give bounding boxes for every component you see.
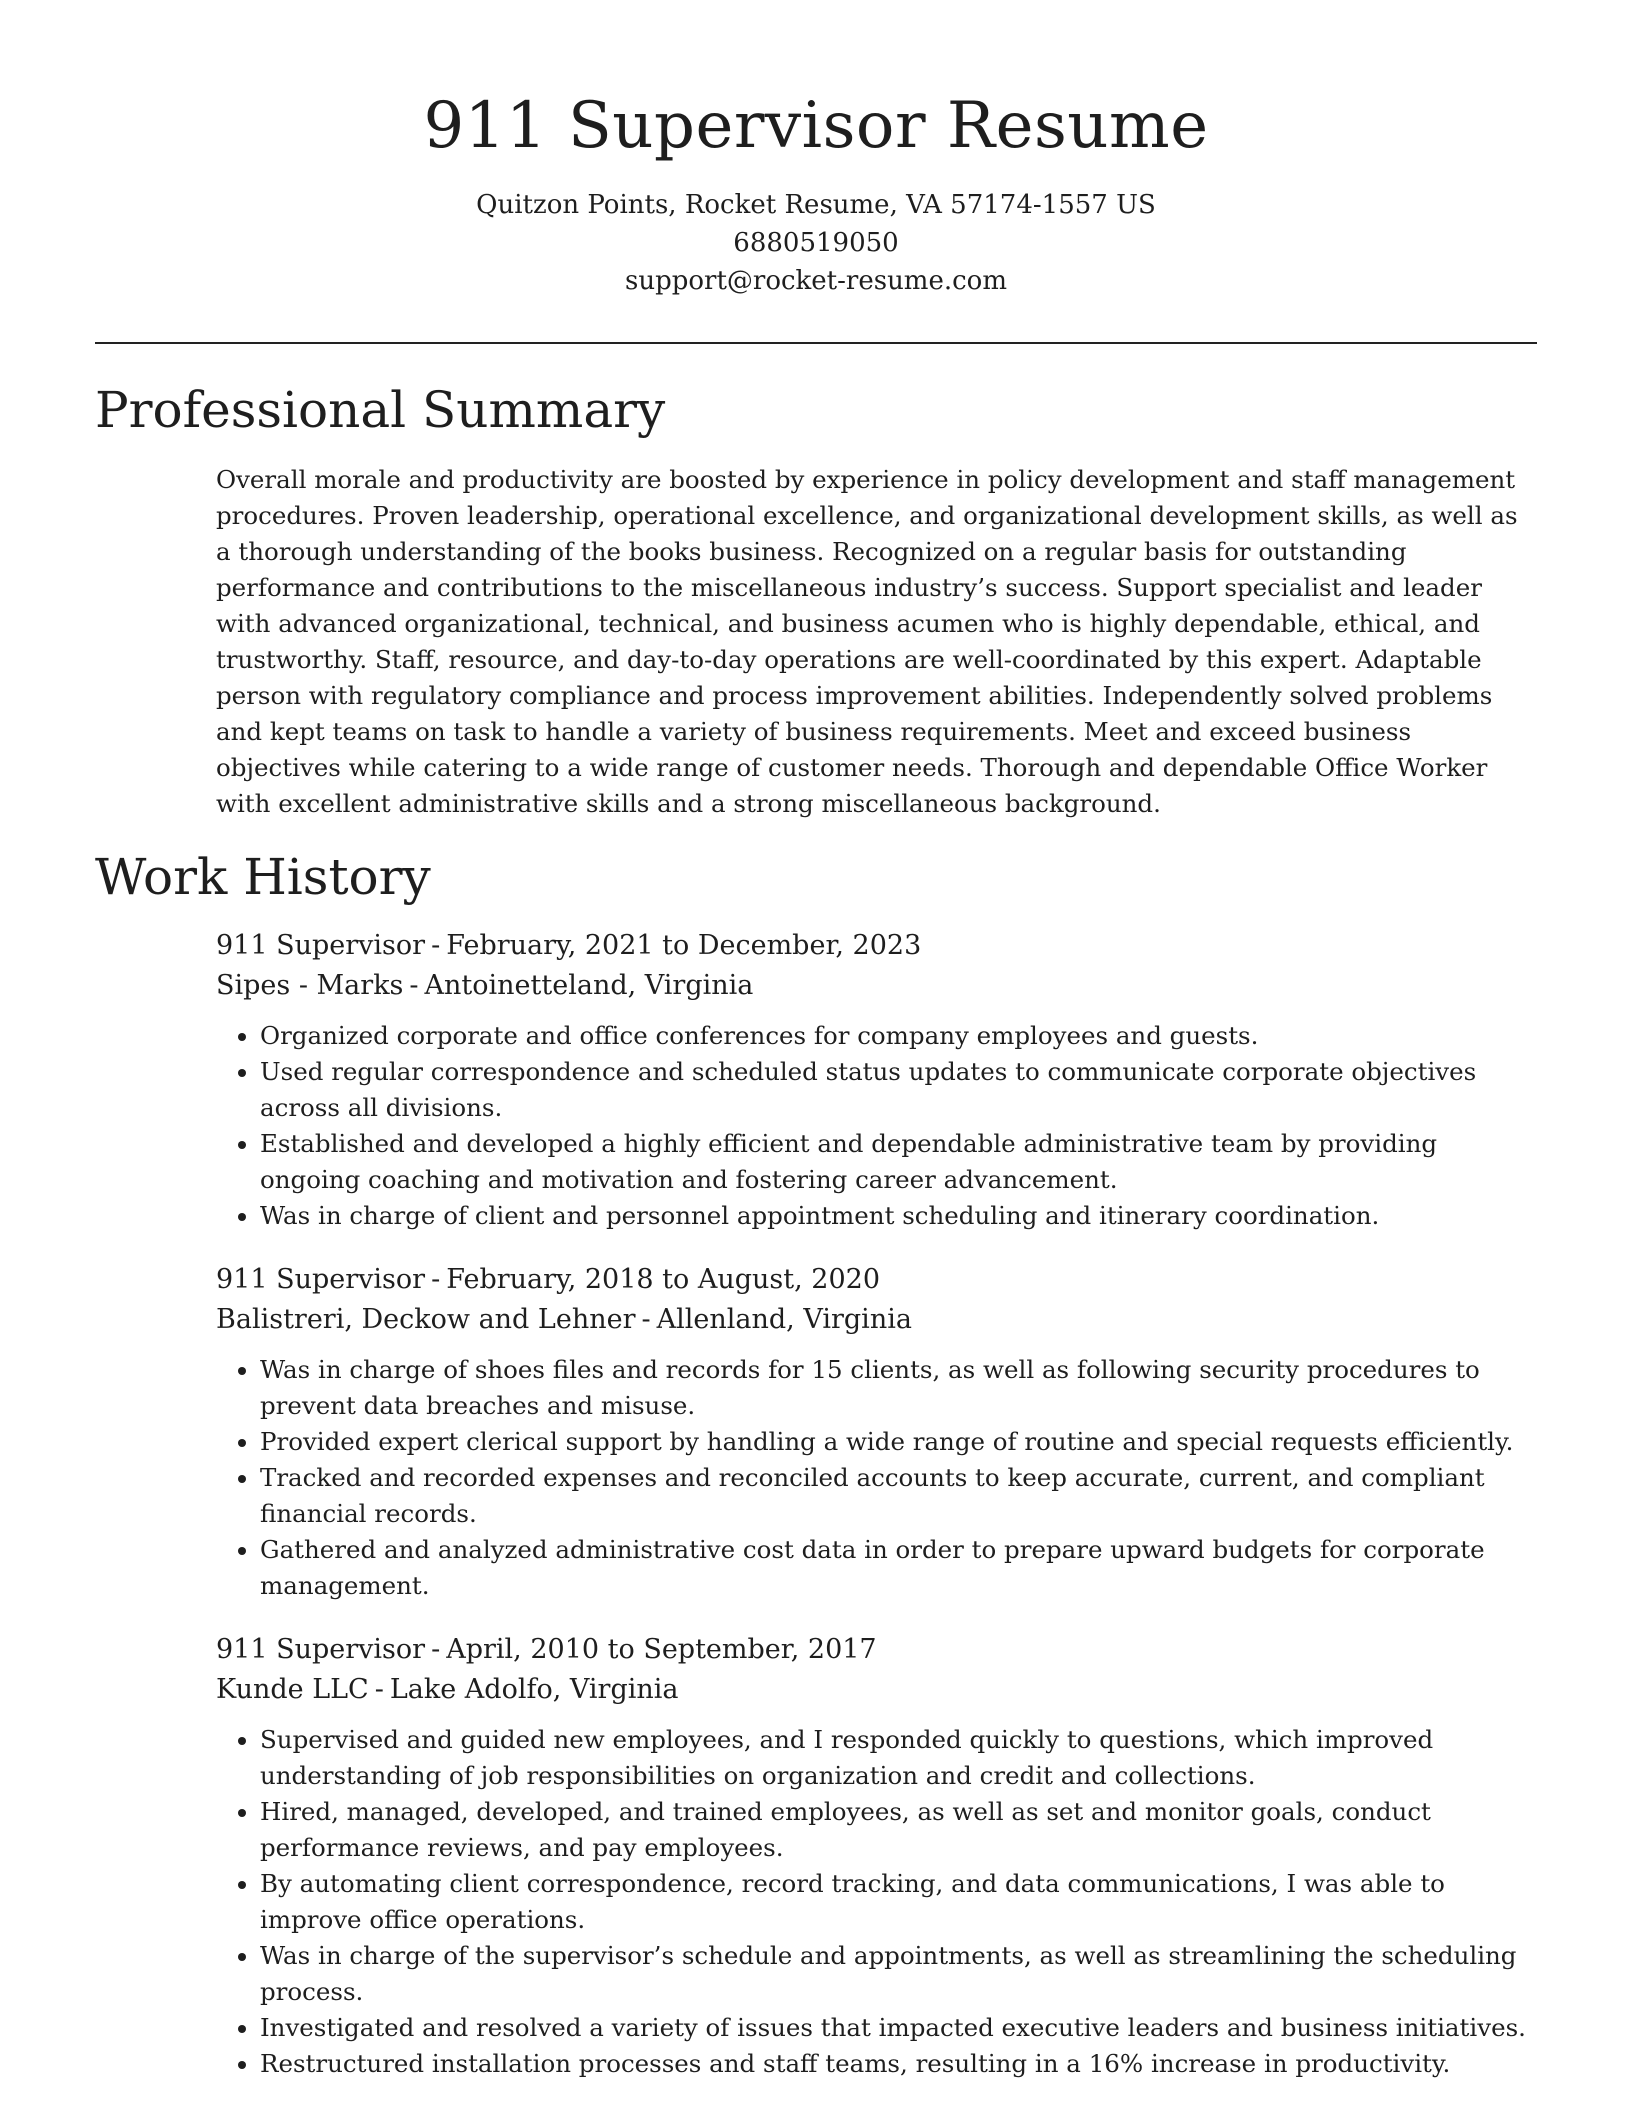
job-bullet: • Was in charge of shoes files and records for 15 clients, as well as following security procedures to prevent data breaches and misuse.: [260, 1352, 1534, 1424]
job-bullets: [216, 1722, 1534, 2082]
job-role: 911 Supervisor: [216, 1264, 426, 1295]
job-entry: [216, 926, 1534, 1234]
job-dates: April, 2010 to September, 2017: [446, 1634, 877, 1665]
job-role: 911 Supervisor: [216, 1634, 426, 1665]
job-title-line: 911 Supervisor - February, 2018 to August, 2020: [216, 1264, 880, 1295]
job-dates: February, 2021 to December, 2023: [446, 930, 922, 961]
work-history-section: [216, 926, 1534, 2108]
job-company: Balistreri, Deckow and Lehner: [216, 1304, 636, 1335]
work-history-heading: Work History: [95, 848, 431, 906]
job-bullet: • Supervised and guided new employees, and I responded quickly to questions, which improved understanding of job responsibilities on organization and credit and collections.: [260, 1722, 1534, 1794]
job-bullet: • Was in charge of the supervisor’s schedule and appointments, as well as streamlining the scheduling process.: [260, 1938, 1534, 2010]
contact-email: support@rocket-resume.com: [624, 266, 1007, 296]
job-title-line: 911 Supervisor - April, 2010 to September, 2017: [216, 1634, 877, 1665]
job-bullet: • Was in charge of client and personnel appointment scheduling and itinerary coordination.: [260, 1198, 1534, 1234]
job-location: Antoinetteland, Virginia: [424, 970, 754, 1001]
summary-text: Overall morale and productivity are boosted by experience in policy development and staff management procedures. Proven leadership, operational excellence, and organizational development skills, as well as a thorough understanding of the books business. Recognized on a regular basis for outstanding performance and contributions to the miscellaneous industry’s success. Support specialist and leader with advanced organizational, technical, and business acumen who is highly dependable, ethical, and trustworthy. Staff, resource, and day-to-day operations are well-coordinated by this expert. Adaptable person with regulatory compliance and process improvement abilities. Independently solved problems and kept teams on task to handle a variety of business requirements. Meet and exceed business objectives while catering to a wide range of customer needs. Thorough and dependable Office Worker with excellent administrative skills and a strong miscellaneous background.: [216, 465, 1518, 818]
job-bullets: [216, 1352, 1534, 1604]
contact-block: [0, 186, 1632, 300]
job-company: Sipes - Marks: [216, 970, 404, 1001]
job-location: Allenland, Virginia: [656, 1304, 912, 1335]
job-entry: [216, 1630, 1534, 2082]
job-company: Kunde LLC: [216, 1674, 369, 1705]
job-bullet: • By automating client correspondence, record tracking, and data communications, I was able to improve office operations.: [260, 1866, 1534, 1938]
job-bullet: • Established and developed a highly efficient and dependable administrative team by providing ongoing coaching and motivation and fostering career advancement.: [260, 1126, 1534, 1198]
job-bullet: • Investigated and resolved a variety of issues that impacted executive leaders and business initiatives.: [260, 2010, 1534, 2046]
job-bullet: • Restructured installation processes and staff teams, resulting in a 16% increase in productivity.: [260, 2046, 1534, 2082]
job-bullet: • Gathered and analyzed administrative cost data in order to prepare upward budgets for corporate management.: [260, 1532, 1534, 1604]
job-entry: [216, 1260, 1534, 1604]
job-location: Lake Adolfo, Virginia: [389, 1674, 679, 1705]
document-title: 911 Supervisor Resume: [423, 89, 1209, 163]
job-title-line: 911 Supervisor - February, 2021 to December, 2023: [216, 930, 922, 961]
job-company-line: Sipes - Marks - Antoinetteland, Virginia: [216, 970, 754, 1001]
job-bullet: • Tracked and recorded expenses and reconciled accounts to keep accurate, current, and compliant financial records.: [260, 1460, 1534, 1532]
job-role: 911 Supervisor: [216, 930, 426, 961]
job-company-line: Kunde LLC - Lake Adolfo, Virginia: [216, 1674, 679, 1705]
job-bullet: • Organized corporate and office conferences for company employees and guests.: [260, 1018, 1534, 1054]
resume-header: [0, 0, 1632, 300]
header-divider: [95, 342, 1537, 344]
job-company-line: Balistreri, Deckow and Lehner - Allenland, Virginia: [216, 1304, 912, 1335]
job-bullets: [216, 1018, 1534, 1234]
job-bullet: • Provided expert clerical support by handling a wide range of routine and special requests efficiently.: [260, 1424, 1534, 1460]
summary-heading: Professional Summary: [95, 381, 666, 439]
job-bullet: • Hired, managed, developed, and trained employees, as well as set and monitor goals, conduct performance reviews, and pay employees.: [260, 1794, 1534, 1866]
job-bullet: • Used regular correspondence and scheduled status updates to communicate corporate objectives across all divisions.: [260, 1054, 1534, 1126]
job-dates: February, 2018 to August, 2020: [446, 1264, 880, 1295]
contact-phone: 6880519050: [733, 228, 899, 258]
summary-section: [216, 462, 1534, 822]
contact-address: Quitzon Points, Rocket Resume, VA 57174-1557 US: [476, 190, 1156, 220]
